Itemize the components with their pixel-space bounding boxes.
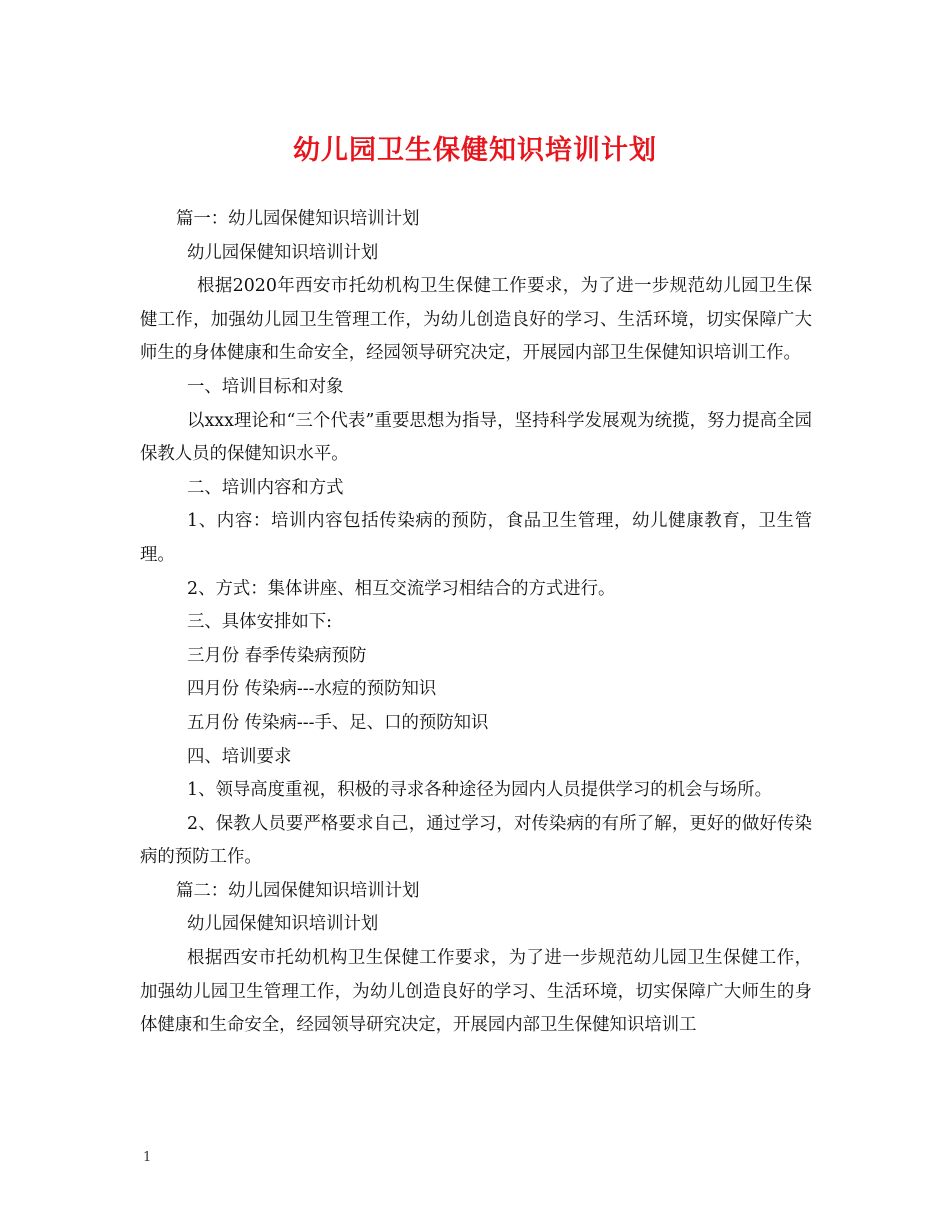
heading-goals: 一、培训目标和对象 (187, 376, 344, 397)
plan-subtitle: 幼儿园保健知识培训计划 (187, 242, 379, 263)
plan-subtitle-2: 幼儿园保健知识培训计划 (187, 914, 379, 935)
page-number: 1 (143, 1150, 152, 1165)
intro-paragraph-2: 根据西安市托幼机构卫生保健工作要求，为了进一步规范幼儿园卫生保健工作，加强幼儿园卫生管理工作，为幼儿创造良好的学习、生活环境，切实保障广大师生的身体健康和生命安全，经园领导研究决定，开展园内部卫生保健知识培训工 (140, 948, 812, 1036)
document-body (140, 203, 812, 1043)
intro-paragraph: 根据2020年西安市托幼机构卫生保健工作要求，为了进一步规范幼儿园卫生保健工作，加强幼儿园卫生管理工作，为幼儿创造良好的学习、生活环境，切实保障广大师生的身体健康和生命安全，经园领导研究决定，开展园内部卫生保健知识培训工作。 (140, 276, 812, 364)
schedule-march: 三月份 春季传染病预防 (187, 645, 367, 666)
schedule-april: 四月份 传染病---水痘的预防知识 (187, 679, 437, 700)
document-title: 幼儿园卫生保健知识培训计划 (293, 135, 657, 166)
heading-schedule: 三、具体安排如下: (187, 612, 332, 633)
requirement-2: 2、保教人员要严格要求自己，通过学习，对传染病的有所了解，更好的做好传染病的预防工作。 (140, 813, 812, 868)
section-heading-part-1: 篇一：幼儿园保健知识培训计划 (176, 209, 420, 229)
heading-content-method: 二、培训内容和方式 (187, 477, 344, 498)
schedule-may: 五月份 传染病---手、足、口的预防知识 (187, 712, 489, 733)
requirement-1: 1、领导高度重视，积极的寻求各种途径为园内人员提供学习的机会与场所。 (187, 780, 772, 801)
goals-paragraph: 以xxx理论和“三个代表”重要思想为指导，坚持科学发展观为统揽，努力提高全园保教人员的保健知识水平。 (140, 410, 812, 465)
method-paragraph: 2、方式：集体讲座、相互交流学习相结合的方式进行。 (187, 578, 616, 599)
section-heading-part-2: 篇二：幼儿园保健知识培训计划 (176, 880, 420, 901)
content-paragraph: 1、内容：培训内容包括传染病的预防，食品卫生管理，幼儿健康教育，卫生管理。 (140, 511, 812, 565)
heading-requirements: 四、培训要求 (187, 746, 292, 767)
